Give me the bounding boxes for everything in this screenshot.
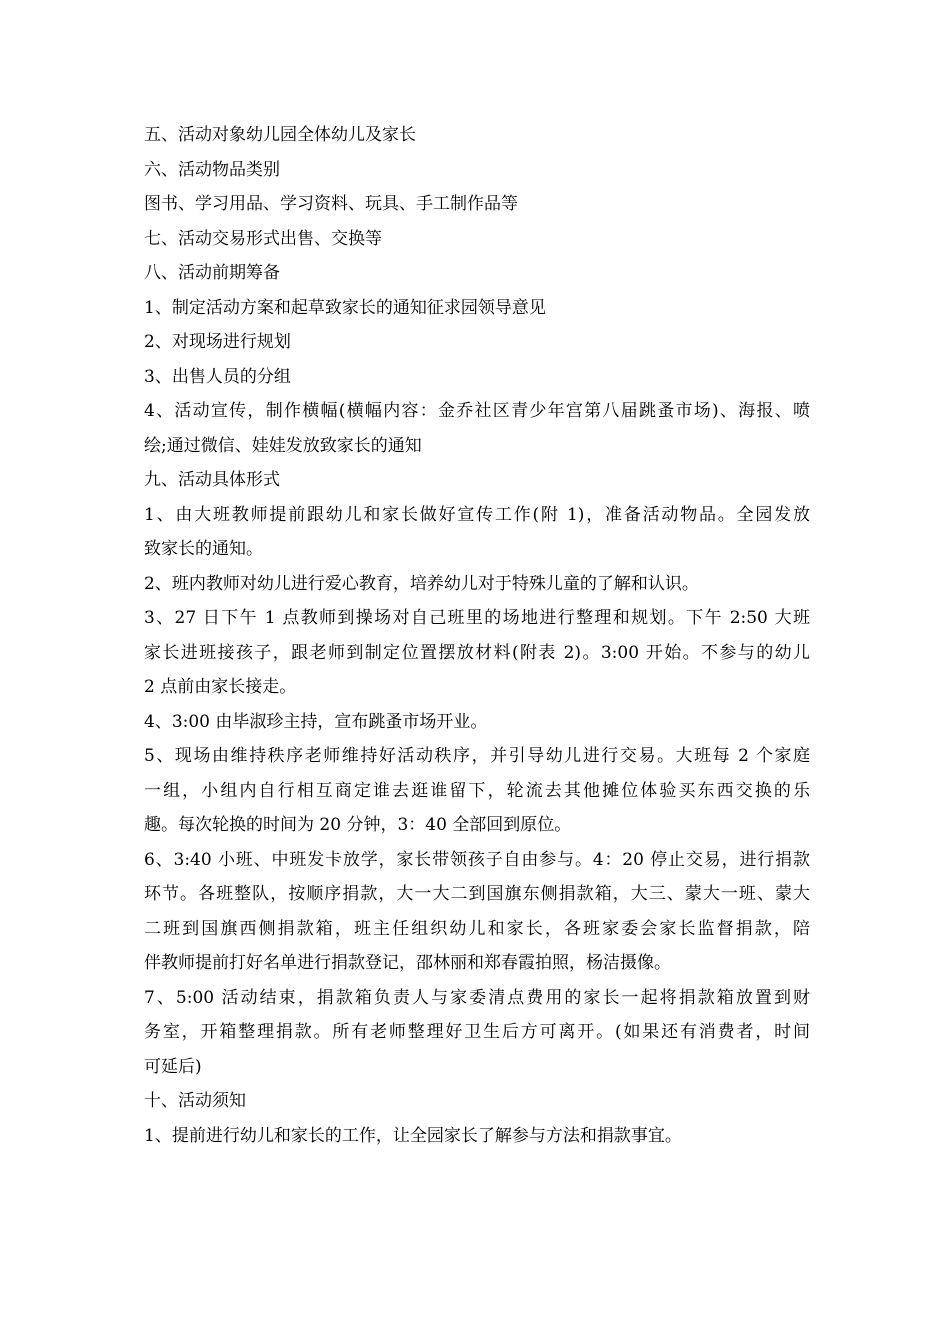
- prep-item-2: 2、对现场进行规划: [144, 332, 291, 352]
- heading-preparation: 八、活动前期筹备: [144, 263, 280, 283]
- form-item-5-line-2: 一组，小组内自行相互商定谁去逛谁留下，轮流去其他摊位体验买东西交换的乐: [144, 780, 810, 801]
- form-item-6-line-4: 伴教师提前打好名单进行捐款登记，邵林丽和郑春霞拍照，杨洁摄像。: [144, 953, 671, 973]
- heading-activity-target: 五、活动对象幼儿园全体幼儿及家长: [144, 125, 416, 145]
- form-item-1-line-2: 致家长的通知。: [144, 539, 263, 559]
- prep-item-3: 3、出售人员的分组: [144, 366, 291, 387]
- form-item-4: 4、3:00 由毕淑珍主持，宣布跳蚤市场开业。: [144, 711, 488, 732]
- form-item-7-line-1: 7、5:00 活动结束，捐款箱负责人与家委清点费用的家长一起将捐款箱放置到财: [144, 987, 810, 1008]
- form-item-5-line-1: 5、现场由维持秩序老师维持好活动秩序，并引导幼儿进行交易。大班每 2 个家庭: [144, 746, 810, 766]
- form-item-3-line-2: 家长进班接孩子，跟老师到制定位置摆放材料(附表 2)。3:00 开始。不参与的幼儿: [144, 642, 810, 663]
- notice-item-1: 1、提前进行幼儿和家长的工作，让全园家长了解参与方法和捐款事宜。: [144, 1125, 682, 1146]
- form-item-3-line-1: 3、27 日下午 1 点教师到操场对自己班里的场地进行整理和规划。下午 2:50 大班: [144, 608, 810, 628]
- prep-item-4-line-1: 4、活动宣传，制作横幅(横幅内容：金乔社区青少年宫第八届跳蚤市场)、海报、喷: [144, 401, 810, 421]
- form-item-7-line-3: 可延后): [144, 1056, 202, 1077]
- heading-trade-form: 七、活动交易形式出售、交换等: [144, 228, 382, 249]
- heading-notice: 十、活动须知: [144, 1091, 246, 1111]
- form-item-3-line-3: 2 点前由家长接走。: [144, 677, 297, 697]
- form-item-6-line-2: 环节。各班整队，按顺序捐款，大一大二到国旗东侧捐款箱，大三、蒙大一班、蒙大: [144, 884, 810, 904]
- prep-item-4-line-2: 绘;通过微信、娃娃发放致家长的通知: [144, 435, 422, 456]
- form-item-6-line-1: 6、3:40 小班、中班发卡放学，家长带领孩子自由参与。4：20 停止交易，进行捐款: [144, 849, 810, 870]
- prep-item-1: 1、制定活动方案和起草致家长的通知征求园领导意见: [144, 297, 546, 318]
- heading-item-categories: 六、活动物品类别: [144, 159, 280, 180]
- form-item-1-line-1: 1、由大班教师提前跟幼儿和家长做好宣传工作(附 1)，准备活动物品。全园发放: [144, 504, 810, 525]
- form-item-6-line-3: 二班到国旗西侧捐款箱，班主任组织幼儿和家长，各班家委会家长监督捐款，陪: [144, 918, 810, 939]
- document-page: [144, 118, 810, 1153]
- form-item-5-line-3: 趣。每次轮换的时间为 20 分钟，3：40 全部回到原位。: [144, 815, 572, 835]
- form-item-7-line-2: 务室，开箱整理捐款。所有老师整理好卫生后方可离开。(如果还有消费者，时间: [144, 1022, 810, 1042]
- heading-activity-form: 九、活动具体形式: [144, 470, 280, 490]
- text-item-list: 图书、学习用品、学习资料、玩具、手工制作品等: [144, 194, 518, 214]
- form-item-2: 2、班内教师对幼儿进行爱心教育，培养幼儿对于特殊儿童的了解和认识。: [144, 573, 699, 594]
